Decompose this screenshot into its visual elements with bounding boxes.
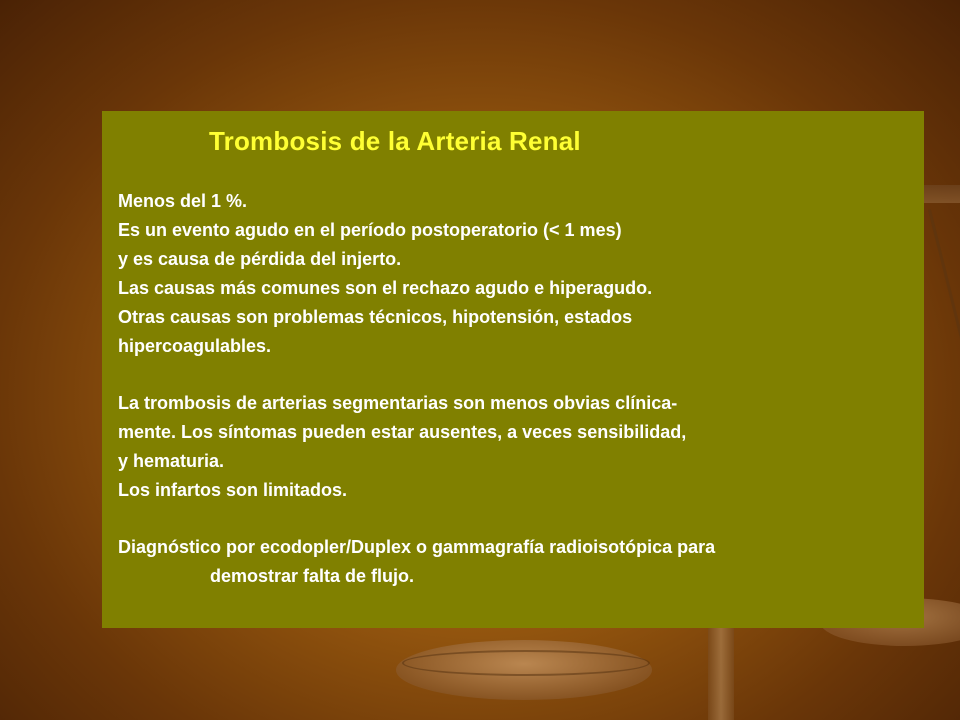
text-line: Diagnóstico por ecodopler/Duplex o gammagrafía radioisotópica para: [118, 537, 716, 557]
text-line: Es un evento agudo en el período postoperatorio (< 1 mes): [118, 220, 622, 240]
text-line-indented: demostrar falta de flujo.: [210, 566, 415, 586]
text-line: La trombosis de arterias segmentarias son menos obvias clínica-: [118, 393, 678, 413]
scale-pan-rim-decoration: [402, 650, 650, 676]
text-line: Menos del 1 %.: [118, 191, 248, 211]
slide-title: Trombosis de la Arteria Renal: [209, 126, 581, 156]
text-line: y hematuria.: [118, 451, 225, 471]
paragraph-segmental-thrombosis: [118, 389, 908, 505]
text-line: y es causa de pérdida del injerto.: [118, 249, 402, 269]
paragraph-incidence: [118, 187, 908, 361]
slide-content-box: [102, 111, 924, 628]
slide-body: [118, 187, 908, 591]
text-line: Los infartos son limitados.: [118, 480, 348, 500]
paragraph-spacer: [118, 505, 908, 533]
text-line: mente. Los síntomas pueden estar ausentes, a veces sensibilidad,: [118, 422, 687, 442]
text-line: Otras causas son problemas técnicos, hipotensión, estados: [118, 307, 633, 327]
paragraph-diagnosis: [118, 533, 908, 591]
text-line: hipercoagulables.: [118, 336, 272, 356]
text-line: Las causas más comunes son el rechazo agudo e hiperagudo.: [118, 278, 653, 298]
scale-chain-decoration: [928, 209, 960, 598]
paragraph-spacer: [118, 361, 908, 389]
